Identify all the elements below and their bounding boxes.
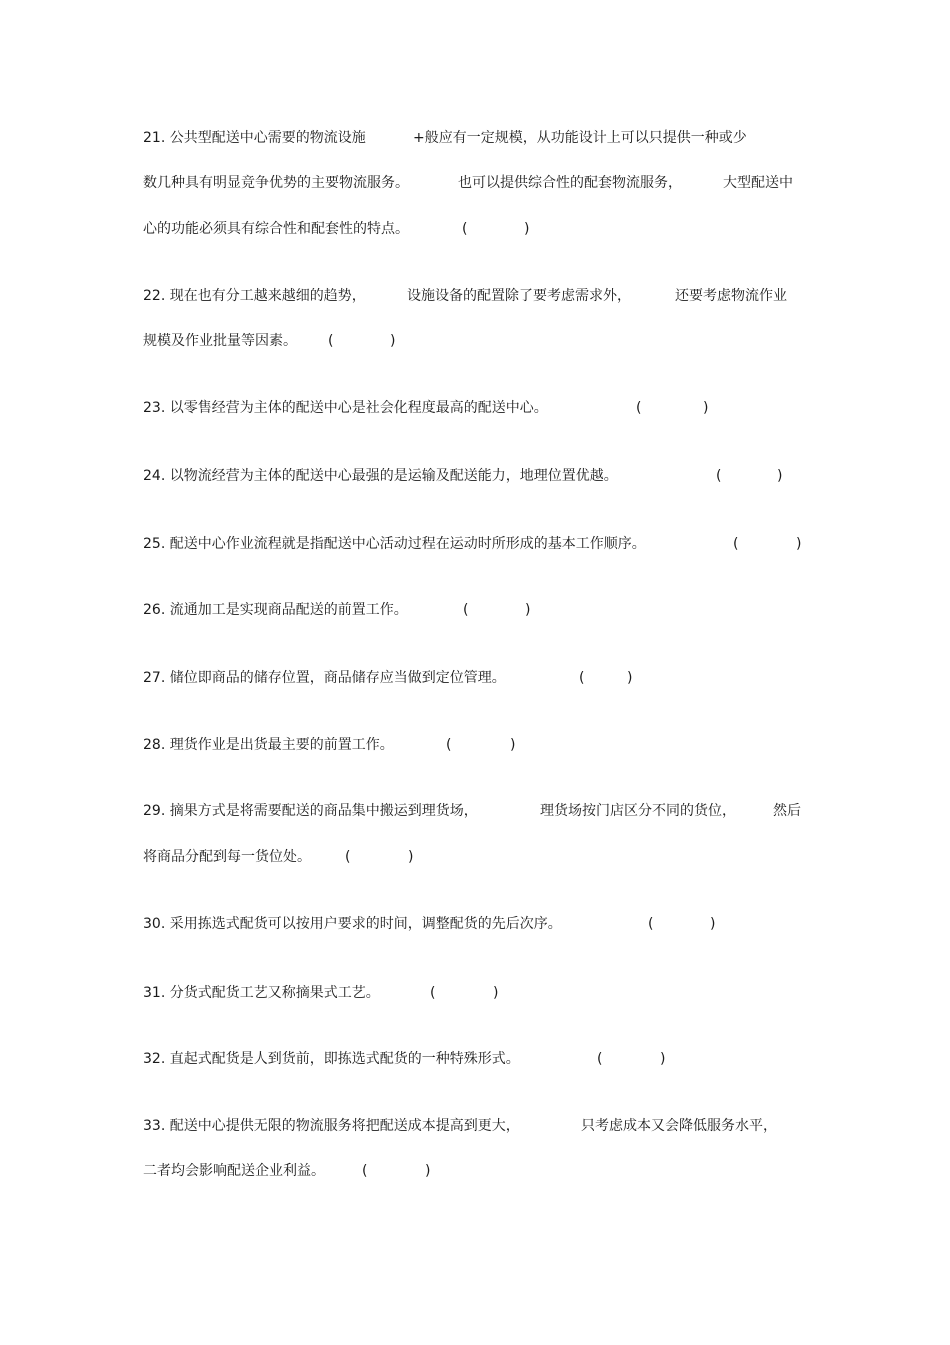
question-line: [143, 534, 813, 554]
question-line: [143, 1116, 813, 1136]
answer-open-bracket: (: [648, 916, 654, 932]
question-text: 数几种具有明显竞争优势的主要物流服务。: [143, 175, 409, 191]
question-text: 规模及作业批量等因素。: [143, 333, 297, 349]
answer-open-bracket: (: [430, 985, 436, 1001]
answer-open-bracket: (: [362, 1163, 368, 1179]
answer-close-bracket: ): [710, 916, 716, 932]
answer-close-bracket: ): [525, 602, 531, 618]
question-text: 心的功能必须具有综合性和配套性的特点。: [143, 221, 409, 237]
question-text: 也可以提供综合性的配套物流服务，: [458, 175, 682, 191]
answer-close-bracket: ): [510, 737, 516, 753]
answer-close-bracket: ): [524, 221, 530, 237]
answer-blank[interactable]: [656, 914, 708, 934]
question-text: 28. 理货作业是出货最主要的前置工作。: [143, 737, 394, 753]
question-text: 只考虑成本又会降低服务水平，: [581, 1118, 777, 1134]
question-text: 31. 分货式配货工艺又称摘果式工艺。: [143, 985, 380, 1001]
question-line: [143, 983, 813, 1003]
question-text: 二者均会影响配送企业利益。: [143, 1163, 325, 1179]
question-line: [143, 173, 813, 193]
answer-close-bracket: ): [703, 400, 709, 416]
question-text: 理货场按门店区分不同的货位，: [540, 803, 736, 819]
question-line: [143, 128, 813, 148]
question-line: [143, 801, 813, 821]
answer-blank[interactable]: [741, 534, 794, 554]
question-line: [143, 1161, 813, 1181]
answer-close-bracket: ): [796, 536, 802, 552]
answer-open-bracket: (: [462, 221, 468, 237]
question-line: [143, 914, 813, 934]
answer-blank[interactable]: [587, 668, 625, 688]
question-line: [143, 600, 813, 620]
answer-open-bracket: (: [328, 333, 334, 349]
answer-blank[interactable]: [370, 1161, 423, 1181]
answer-blank[interactable]: [605, 1049, 658, 1069]
answer-close-bracket: ): [493, 985, 499, 1001]
answer-blank[interactable]: [724, 466, 775, 486]
answer-open-bracket: (: [733, 536, 739, 552]
question-line: [143, 847, 813, 867]
question-line: [143, 331, 813, 351]
question-text: +般应有一定规模，从功能设计上可以只提供一种或少: [413, 130, 747, 146]
question-text: 24. 以物流经营为主体的配送中心最强的是运输及配送能力，地理位置优越。: [143, 468, 618, 484]
answer-open-bracket: (: [463, 602, 469, 618]
answer-blank[interactable]: [353, 847, 406, 867]
question-text: 21. 公共型配送中心需要的物流设施: [143, 130, 366, 146]
answer-blank[interactable]: [438, 983, 491, 1003]
answer-blank[interactable]: [644, 398, 701, 418]
answer-blank[interactable]: [336, 331, 388, 351]
question-line: [143, 286, 813, 306]
answer-blank[interactable]: [471, 600, 523, 620]
answer-open-bracket: (: [597, 1051, 603, 1067]
question-text: 将商品分配到每一货位处。: [143, 849, 311, 865]
answer-open-bracket: (: [579, 670, 585, 686]
question-text: 还要考虑物流作业: [675, 288, 787, 304]
question-text: 大型配送中: [723, 175, 793, 191]
answer-close-bracket: ): [627, 670, 633, 686]
question-text: 25. 配送中心作业流程就是指配送中心活动过程在运动时所形成的基本工作顺序。: [143, 536, 646, 552]
question-text: 33. 配送中心提供无限的物流服务将把配送成本提高到更大，: [143, 1118, 520, 1134]
answer-open-bracket: (: [345, 849, 351, 865]
question-text: 30. 采用拣选式配货可以按用户要求的时间，调整配货的先后次序。: [143, 916, 562, 932]
question-text: 26. 流通加工是实现商品配送的前置工作。: [143, 602, 408, 618]
answer-close-bracket: ): [408, 849, 414, 865]
answer-open-bracket: (: [446, 737, 452, 753]
question-text: 然后: [773, 803, 801, 819]
question-line: [143, 1049, 813, 1069]
answer-close-bracket: ): [390, 333, 396, 349]
answer-blank[interactable]: [470, 219, 522, 239]
question-text: 设施设备的配置除了要考虑需求外，: [407, 288, 631, 304]
answer-close-bracket: ): [660, 1051, 666, 1067]
question-line: [143, 668, 813, 688]
question-line: [143, 219, 813, 239]
question-line: [143, 398, 813, 418]
answer-open-bracket: (: [716, 468, 722, 484]
question-text: 32. 直起式配货是人到货前，即拣选式配货的一种特殊形式。: [143, 1051, 520, 1067]
answer-close-bracket: ): [777, 468, 783, 484]
answer-blank[interactable]: [454, 735, 508, 755]
question-text: 29. 摘果方式是将需要配送的商品集中搬运到理货场，: [143, 803, 478, 819]
question-line: [143, 735, 813, 755]
question-text: 22. 现在也有分工越来越细的趋势，: [143, 288, 366, 304]
question-text: 23. 以零售经营为主体的配送中心是社会化程度最高的配送中心。: [143, 400, 548, 416]
answer-open-bracket: (: [636, 400, 642, 416]
question-line: [143, 466, 813, 486]
question-text: 27. 储位即商品的储存位置，商品储存应当做到定位管理。: [143, 670, 506, 686]
answer-close-bracket: ): [425, 1163, 431, 1179]
